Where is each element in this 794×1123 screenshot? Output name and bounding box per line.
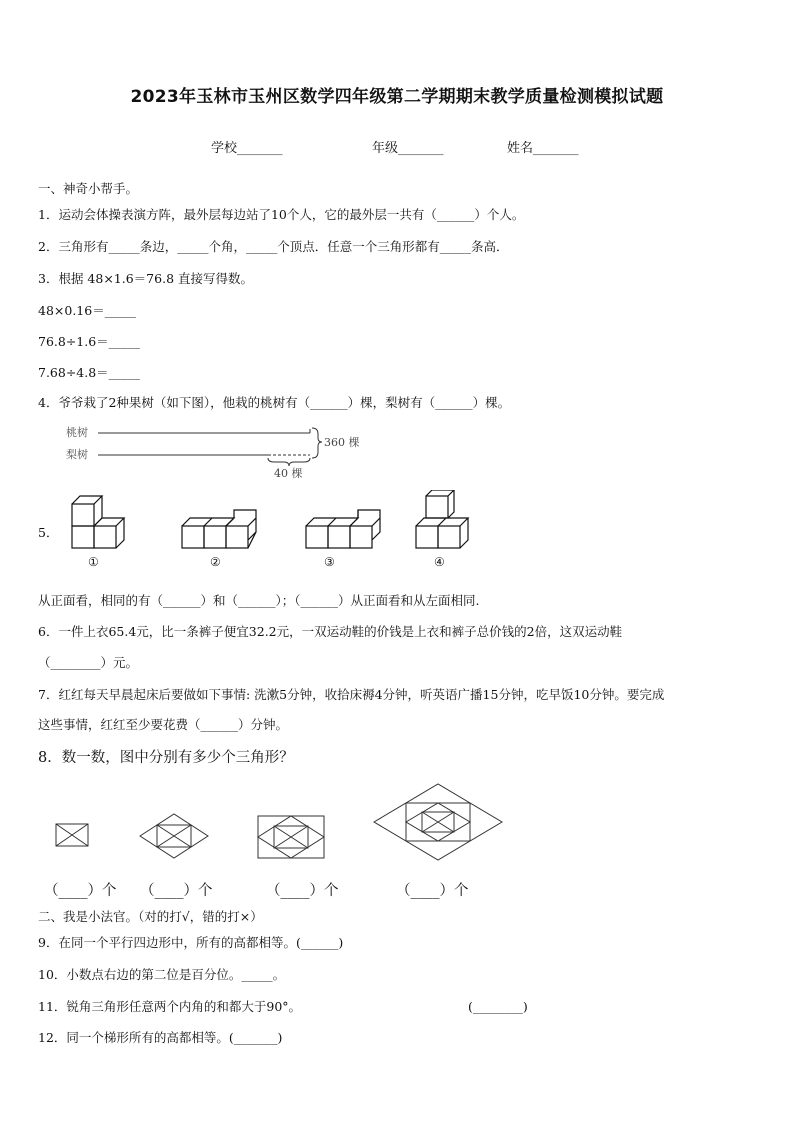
question-8: 8．数一数，图中分别有多少个三角形？ xyxy=(38,750,294,766)
school-field: 学校_______ xyxy=(211,141,283,156)
triangle-figure-1 xyxy=(56,824,88,846)
tree-line-diagram xyxy=(60,420,380,482)
question-7-line-2: 这些事情，红红至少要花费（______）分钟。 xyxy=(38,717,289,732)
triangle-figure-3 xyxy=(258,816,324,858)
difference-brace xyxy=(268,458,310,466)
triangle-figure-2 xyxy=(140,814,208,858)
difference-label: 40 棵 xyxy=(274,467,303,480)
question-6-line-2: （________）元。 xyxy=(38,655,139,670)
answer-8-2: （____）个 xyxy=(140,883,213,899)
question-3: 3．根据 48×1.6＝76.8 直接写得数。 xyxy=(38,271,253,286)
section-2-heading: 二、我是小法官。（对的打√，错的打×） xyxy=(38,909,263,924)
page-title: 2023年玉林市玉州区数学四年级第二学期期末教学质量检测模拟试题 xyxy=(130,87,664,107)
total-brace xyxy=(312,428,322,458)
answer-8-3: （____）个 xyxy=(266,883,339,899)
triangle-figures xyxy=(40,776,510,886)
question-12: 12．同一个梯形所有的高都相等。(_______) xyxy=(38,1030,283,1045)
peach-label: 桃树 xyxy=(66,426,88,439)
question-11-blank: (________) xyxy=(468,999,528,1014)
question-5-label: 5． xyxy=(38,525,59,540)
question-1: 1．运动会体操表演方阵，最外层每边站了10个人，它的最外层一共有（______）个人。 xyxy=(38,207,525,222)
question-10: 10．小数点右边的第二位是百分位。_____。 xyxy=(38,967,286,982)
mark-2: ② xyxy=(210,555,221,569)
question-4: 4．爷爷栽了2种果树（如下图），他栽的桃树有（______）棵，梨树有（______）棵。 xyxy=(38,395,511,410)
question-3c: 7.68÷4.8＝_____ xyxy=(38,365,140,380)
question-9: 9．在同一个平行四边形中，所有的高都相等。(______) xyxy=(38,935,344,950)
question-5-text: 从正面看，相同的有（______）和（______）；（______）从正面看和从左面相同. xyxy=(38,593,480,608)
question-7-line-1: 7．红红每天早晨起床后要做如下事情: 洗漱5分钟，收拾床褥4分钟，听英语广播15分钟，吃早饭10分钟。要完成 xyxy=(38,687,665,702)
question-6-line-1: 6．一件上衣65.4元，比一条裤子便宜32.2元，一双运动鞋的价钱是上衣和裤子总价钱的2倍，这双运动鞋 xyxy=(38,624,623,639)
pear-label: 梨树 xyxy=(66,448,88,461)
mark-4: ④ xyxy=(434,555,445,569)
question-3a: 48×0.16＝_____ xyxy=(38,303,136,318)
name-field: 姓名_______ xyxy=(507,141,579,156)
cube-figure-2 xyxy=(182,504,256,548)
question-2: 2．三角形有_____条边，_____个角，_____个顶点．任意一个三角形都有_____条高． xyxy=(38,239,509,254)
triangle-figure-4 xyxy=(374,784,502,860)
mark-3: ③ xyxy=(324,555,335,569)
mark-1: ① xyxy=(88,555,99,569)
cube-figure-3 xyxy=(306,510,380,548)
grade-field: 年级_______ xyxy=(372,141,444,156)
cube-figures xyxy=(60,490,480,572)
cube-figure-4 xyxy=(416,490,468,548)
section-1-heading: 一、神奇小帮手。 xyxy=(38,181,139,196)
total-label: 360 棵 xyxy=(324,436,360,449)
cube-figure-1 xyxy=(72,496,124,548)
question-3b: 76.8÷1.6＝_____ xyxy=(38,334,140,349)
answer-8-4: （____）个 xyxy=(396,883,469,899)
question-11: 11．锐角三角形任意两个内角的和都大于90°。 xyxy=(38,999,302,1014)
answer-8-1: （____）个 xyxy=(44,883,117,899)
